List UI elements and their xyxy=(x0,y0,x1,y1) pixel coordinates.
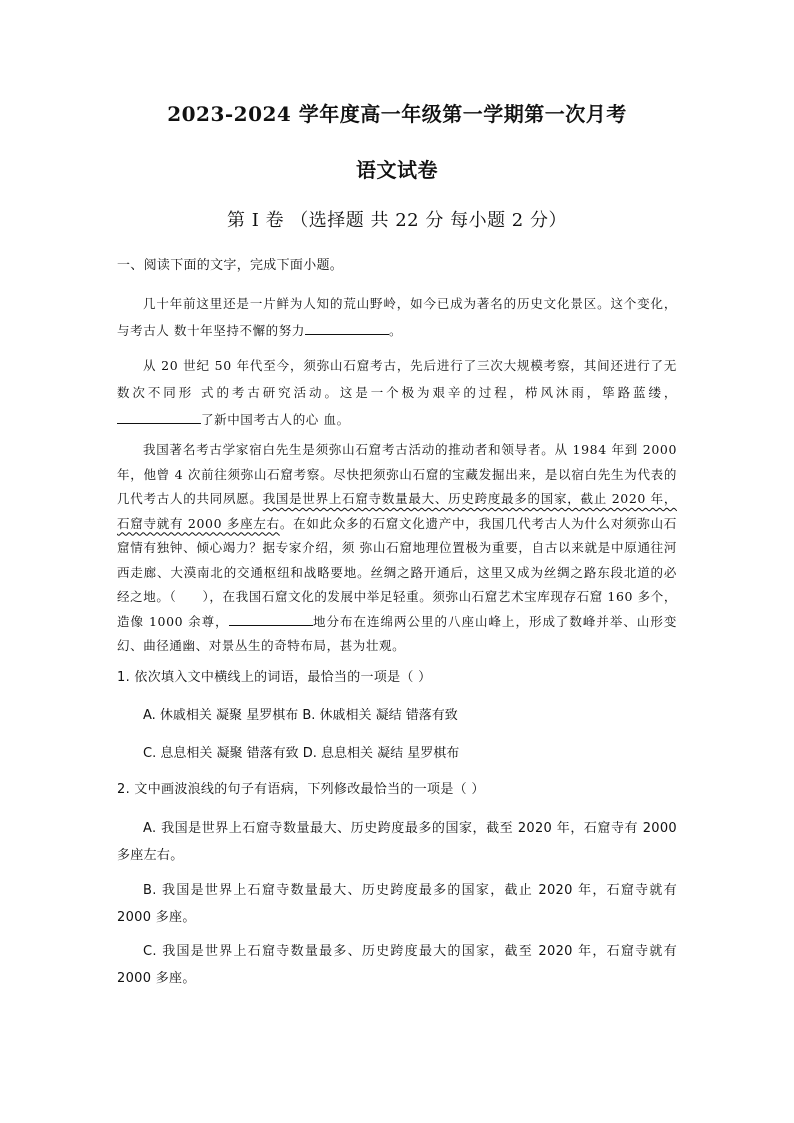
passage-text: 了新中国考古人的心 血。 xyxy=(201,412,350,427)
passage-paragraph-2 xyxy=(117,352,677,433)
passage-text: 从 20 世纪 50 年代至今，须弥山石窟考古，先后进行了三次大规模考察，其间还进行了无数次不同形 式的考古研究活动。这是一个极为艰辛的过程，栉风沐雨，筚路蓝缕， xyxy=(117,358,677,400)
passage-text: 我国著名考古学家宿白先生是须弥山石窟考古活动的推动者和领导者。从 1984 年到 2000 年，他曾 4 次前往须弥山石窟考察。尽快把须弥山石窟的宝藏发掘出来，是以宿白先生为代表的几代考古人的共同夙愿。 xyxy=(117,442,677,506)
section-heading: 第 I 卷 （选择题 共 22 分 每小题 2 分） xyxy=(227,210,567,231)
instruction: 一、阅读下面的文字，完成下面小题。 xyxy=(117,258,344,273)
wavy-underlined-sentence: 我国是世界上石窟寺数量最大、历史跨度最多的国家，截止 2020 年，石窟寺就有 2000 多座左右 xyxy=(117,491,677,531)
fill-blank-2 xyxy=(117,409,201,424)
passage-paragraph-3 xyxy=(117,438,677,659)
passage-paragraph-1 xyxy=(117,290,677,344)
fill-blank-3 xyxy=(229,611,313,626)
passage-text: 。在如此众多的石窟文化遗产中，我国几代考古人为什么对须弥山石窟情有独钟、倾心竭力？据专家介绍，须 弥山石窟地理位置极为重要，自古以来就是中原通往河西走廊、大漠南北的交通枢纽和战略要地。丝绸之路开通后，这里又成为丝绸之路东段北道的必经之地。（ ），在我国石窟文化的发展中举足轻重。须弥山石窟艺术宝库现存石窟 160 多个，造像 1000 余尊， xyxy=(117,515,677,629)
question-2-option-b: B. 我国是世界上石窟寺数量最大、历史跨度最多的国家，截止 2020 年，石窟寺就有 2000 多座。 xyxy=(117,883,677,925)
passage-text: 。 xyxy=(388,323,403,338)
question-2-option-a: A. 我国是世界上石窟寺数量最大、历史跨度最多的国家，截至 2020 年，石窟寺有 2000 多座左右。 xyxy=(117,821,677,863)
passage-text: 几十年前这里还是一片鲜为人知的荒山野岭，如今已成为著名的历史文化景区。这个变化，与考古人 数十年坚持不懈的努力 xyxy=(117,296,677,338)
question-1-stem: 1. 依次填入文中横线上的词语，最恰当的一项是（ ） xyxy=(117,670,432,685)
fill-blank-1 xyxy=(305,320,389,335)
subject-title: 语文试卷 xyxy=(356,158,438,182)
question-2-stem: 2. 文中画波浪线的句子有语病，下列修改最恰当的一项是（ ） xyxy=(117,782,485,797)
question-2-option-c: C. 我国是世界上石窟寺数量最多、历史跨度最大的国家，截至 2020 年，石窟寺就有 2000 多座。 xyxy=(117,944,677,986)
passage-text: 地分布在连绵两公里的八座山峰上，形成了数峰并举、山形变幻、曲径通幽、对景丛生的奇特布局，甚为壮观。 xyxy=(117,613,677,653)
exam-title: 2023-2024 学年度高一年级第一学期第一次月考 xyxy=(167,102,627,126)
question-1-options-cd: C. 息息相关 凝聚 错落有致 D. 息息相关 凝结 星罗棋布 xyxy=(143,746,460,761)
question-1-options-ab: A. 休戚相关 凝聚 星罗棋布 B. 休戚相关 凝结 错落有致 xyxy=(143,708,458,723)
